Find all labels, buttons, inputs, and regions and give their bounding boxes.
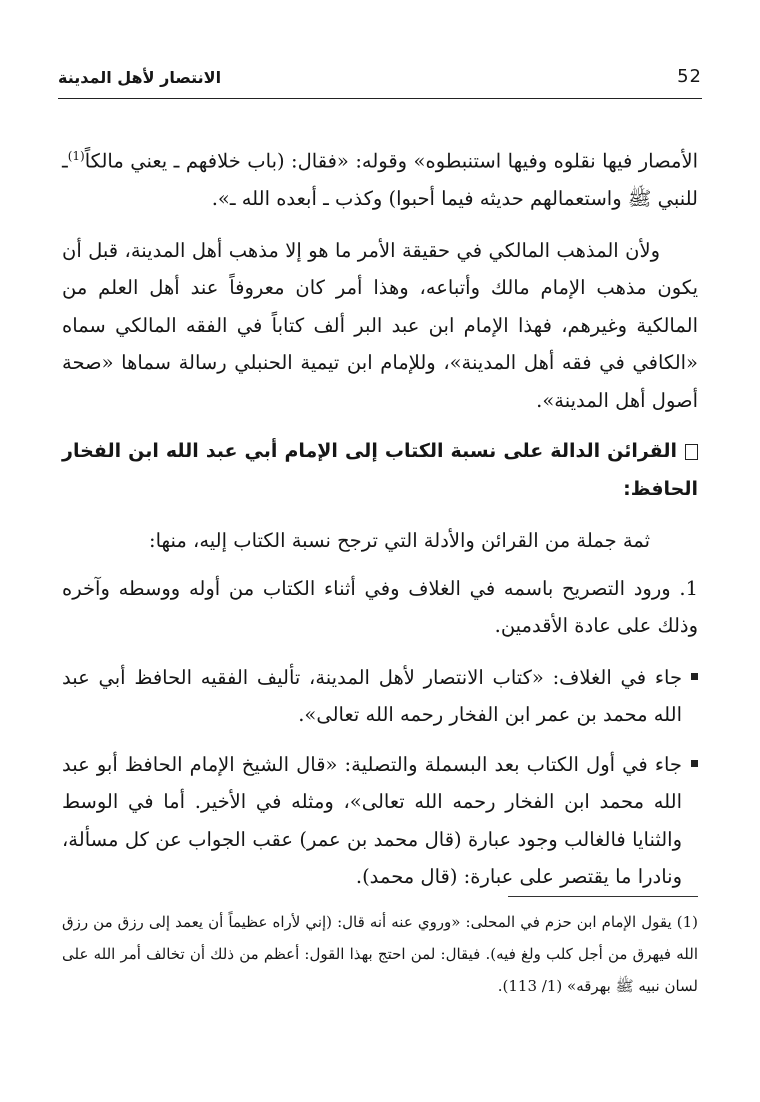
- footnote-divider: [508, 896, 698, 897]
- section-heading-text: القرائن الدالة على نسبة الكتاب إلى الإمام أبي عبد الله ابن الفخار الحافظ:: [62, 440, 698, 500]
- paragraph-1-end: ـ للنبي ﷺ واستعمالهم حديثه فيما أحبوا) وكذب ـ أبعده الله ـ».: [62, 149, 698, 210]
- running-header: [58, 64, 702, 99]
- page-number: 52: [677, 66, 702, 87]
- bullet-square-icon: [691, 760, 698, 767]
- bullet-item-2: [62, 746, 698, 896]
- main-text: [62, 138, 698, 908]
- square-bullet-icon: [685, 444, 698, 460]
- footnote: (1) يقول الإمام ابن حزم في المحلى: «وروي عنه أنه قال: (إني لأراه عظيماً أن يعمد إلى رزق من رزق الله فيهرق من أجل كلب ولغ فيه). فيقال: لمن احتج بهذا القول: أعظم من ذلك أن تخالف أمر الله على لسان نبيه ﷺ بهرقه» (1/ 113).: [62, 913, 698, 995]
- paragraph-2: ولأن المذهب المالكي في حقيقة الأمر ما هو إلا مذهب أهل المدينة، قبل أن يكون مذهب الإمام مالك وأتباعه، وهذا أمر كان معروفاً عند أهل العلم من المالكية وغيرهم، فهذا الإمام ابن عبد البر ألف كتاباً في الفقه المالكي سماه «الكافي في فقه أهل المدينة»، وللإمام ابن تيمية الحنبلي رسالة سماها «صحة أصول أهل المدينة».: [62, 238, 698, 412]
- paragraph-1-text: الأمصار فيها نقلوه وفيها استنبطوه» وقوله: «فقال: (باب خلافهم ـ يعني مالكاً: [84, 149, 698, 173]
- header-title: الانتصار لأهل المدينة: [58, 68, 222, 87]
- bullet-square-icon: [691, 673, 698, 680]
- paragraph-1: [62, 138, 698, 218]
- bullet-item-1-text: جاء في الغلاف: «كتاب الانتصار لأهل المدينة، تأليف الفقيه الحافظ أبي عبد الله محمد بن عمر ابن الفخار رحمه الله تعالى».: [62, 665, 682, 726]
- numbered-item-1: 1. ورود التصريح باسمه في الغلاف وفي أثناء الكتاب من أوله ووسطه وآخره وذلك على عادة الأقدمين.: [62, 576, 698, 637]
- section-heading: [62, 433, 698, 508]
- bullet-item-1: [62, 659, 698, 734]
- footnote-ref: (1): [67, 149, 85, 163]
- bullet-item-2-text: جاء في أول الكتاب بعد البسملة والتصلية: «قال الشيخ الإمام الحافظ أبو عبد الله محمد ابن الفخار رحمه الله تعالى»، ومثله في الأخير. أما في الوسط والثنايا فالغالب وجود عبارة (قال محمد بن عمر) عقب الجواب عن كل مسألة، ونادرا ما يقتصر على عبارة: (قال محمد).: [62, 752, 682, 888]
- intro-paragraph: ثمة جملة من القرائن والأدلة التي ترجح نسبة الكتاب إليه، منها:: [149, 529, 650, 552]
